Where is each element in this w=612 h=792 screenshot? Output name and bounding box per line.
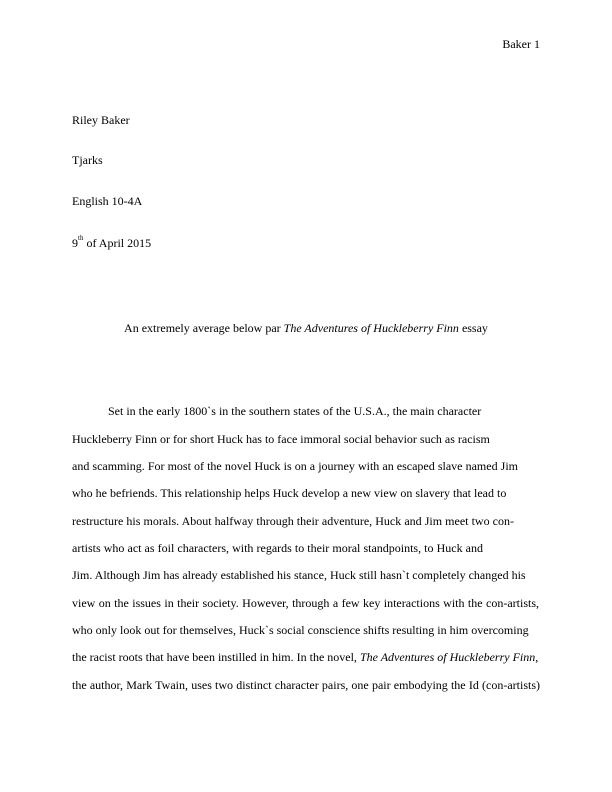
line10-prefix: the racist roots that have been instilled in him. In the novel,	[72, 650, 360, 664]
body-line	[72, 650, 542, 665]
body-line: restructure his morals. About halfway through their adventure, Huck and Jim meet two con-	[72, 514, 514, 528]
essay-title	[0, 321, 612, 336]
date-suffix: th	[78, 234, 84, 242]
date-rest: of April 2015	[83, 236, 152, 250]
running-head: Baker 1	[502, 37, 540, 51]
body-line: artists who act as foil characters, with regards to their moral standpoints, to Huck and	[72, 541, 483, 555]
line10-suffix: ,	[535, 650, 539, 664]
body-line: view on the issues in their society. However, through a few key interactions with the con-artists,	[72, 596, 539, 610]
body-line: and scamming. For most of the novel Huck is on a journey with an escaped slave named Jim	[72, 459, 518, 473]
title-suffix: essay	[458, 321, 488, 335]
teacher-name: Tjarks	[72, 153, 103, 167]
body-line: Set in the early 1800`s in the southern states of the U.S.A., the main character	[108, 404, 482, 418]
body-line: Huckleberry Finn or for short Huck has to face immoral social behavior such as racism	[72, 432, 490, 446]
body-line: the author, Mark Twain, uses two distinct character pairs, one pair embodying the Id (con-artists)	[72, 678, 540, 692]
body-line: who only look out for themselves, Huck`s social conscience shifts resulting in him overcoming	[72, 623, 529, 637]
body-line: who he befriends. This relationship helps Huck develop a new view on slavery that lead to	[72, 486, 507, 500]
title-prefix: An extremely average below par	[124, 321, 284, 335]
line10-book: The Adventures of Huckleberry Finn	[359, 650, 536, 664]
date-day: 9	[72, 236, 78, 250]
title-book: The Adventures of Huckleberry Finn	[283, 321, 459, 335]
course-name: English 10-4A	[72, 194, 143, 208]
date-line	[72, 236, 151, 251]
body-line: Jim. Although Jim has already established his stance, Huck still hasn`t completely changed his	[72, 568, 526, 582]
student-name: Riley Baker	[72, 113, 130, 127]
